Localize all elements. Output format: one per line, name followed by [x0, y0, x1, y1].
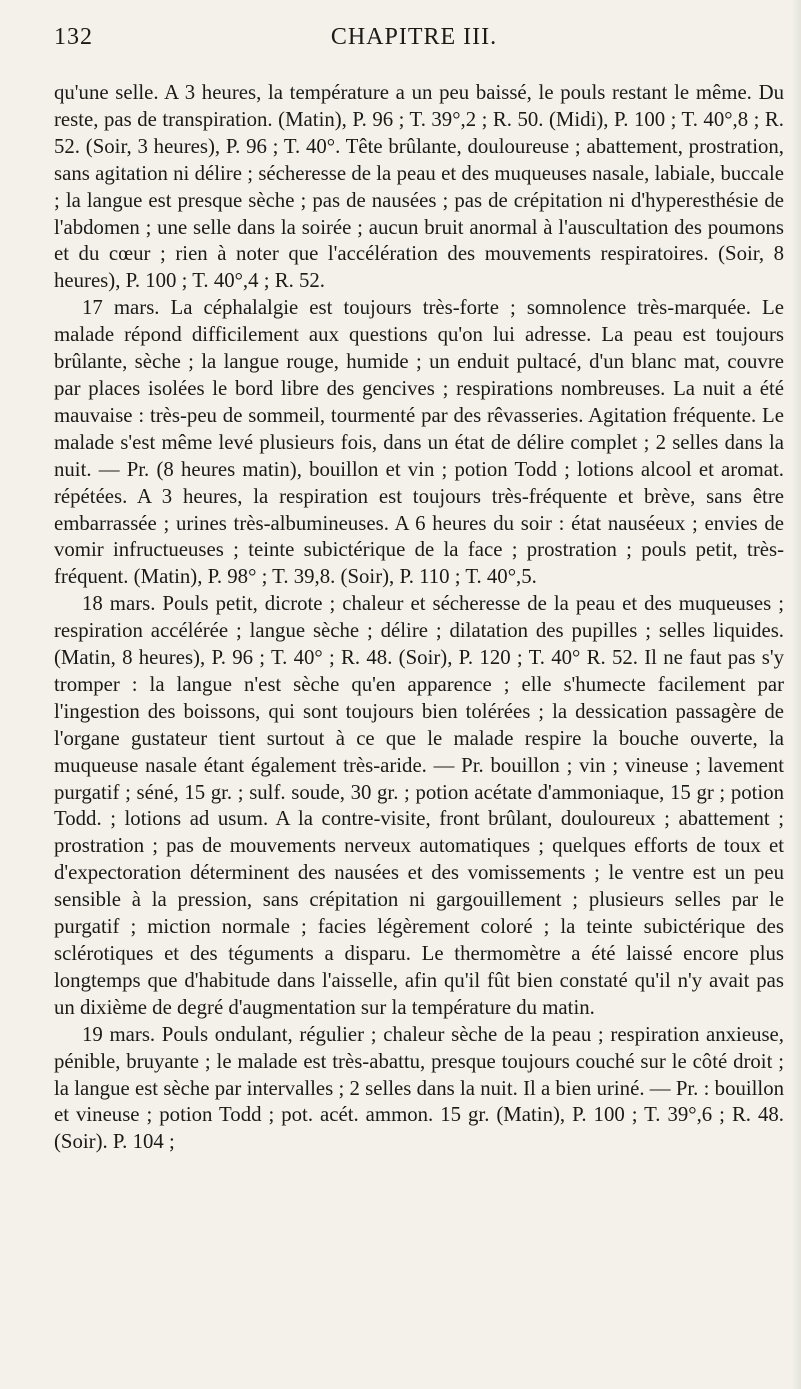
running-head-chapter: CHAPITRE III. — [330, 24, 498, 50]
body-text — [54, 80, 784, 1156]
page-header — [54, 24, 774, 60]
page-edge-shadow — [791, 0, 801, 1389]
paragraph-17-mars: 17 mars. La céphalalgie est toujours très-forte ; somnolence très-marquée. Le malade répond difficilement aux questions qu'on lui adresse. La peau est toujours brûlante, sèche ; la langue rouge, humide ; un enduit pultacé, d'un blanc mat, couvre par places isolées le bord libre des gencives ; respirations nombreuses. La nuit a été mauvaise : très-peu de sommeil, tourmenté par des rêvasseries. Agitation fréquente. Le malade s'est même levé plusieurs fois, dans un état de délire complet ; 2 selles dans la nuit. — Pr. (8 heures matin), bouillon et vin ; potion Todd ; lotions alcool et aromat. répétées. A 3 heures, la respiration est toujours très-fréquente et brève, sans être embarrassée ; urines très-albumineuses. A 6 heures du soir : état nauséeux ; envies de vomir infructueuses ; teinte subictérique de la face ; prostration ; pouls petit, très-fréquent. (Matin), P. 98° ; T. 39,8. (Soir), P. 110 ; T. 40°,5. — [54, 296, 784, 589]
paragraph-18-mars: 18 mars. Pouls petit, dicrote ; chaleur et sécheresse de la peau et des muqueuses ; respiration accélérée ; langue sèche ; délire ; dilatation des pupilles ; selles liquides. (Matin, 8 heures), P. 96 ; T. 40° ; R. 48. (Soir), P. 120 ; T. 40° R. 52. Il ne faut pas s'y tromper : la langue n'est sèche qu'en apparence ; elle s'humecte facilement par l'ingestion des boissons, qui sont toujours bien tolérées ; la dessication passagère de l'organe gustateur tient surtout à ce que le malade respire la bouche ouverte, la muqueuse nasale étant également très-aride. — Pr. bouillon ; vin ; vineuse ; lavement purgatif ; séné, 15 gr. ; sulf. soude, 30 gr. ; potion acétate d'ammoniaque, 15 gr ; potion Todd. ; lotions ad usum. A la contre-visite, front brûlant, douloureux ; abattement ; prostration ; pas de mouvements nerveux automatiques ; quelques efforts de toux et d'expectoration déterminent des nausées et des vomissements ; le ventre est un peu sensible à la pression, sans crépitation ni gargouillement ; plusieurs selles par le purgatif ; miction normale ; facies légèrement coloré ; la teinte subictérique des sclérotiques et des téguments a disparu. Le thermomètre a été laissé encore plus longtemps que d'habitude dans l'aisselle, afin qu'il fût bien constaté qu'il n'y avait pas un dixième de degré d'augmentation sur la température du matin. — [54, 592, 784, 1019]
paragraph-continuation: qu'une selle. A 3 heures, la température a un peu baissé, le pouls restant le même. Du reste, pas de transpiration. (Matin), P. 96 ; T. 39°,2 ; R. 50. (Midi), P. 100 ; T. 40°,8 ; R. 52. (Soir, 3 heures), P. 96 ; T. 40°. Tête brûlante, douloureuse ; abattement, prostration, sans agitation ni délire ; sécheresse de la peau et des muqueuses nasale, labiale, buccale ; la langue est presque sèche ; pas de nausées ; pas de crépitation ni d'hyperesthésie de l'abdomen ; une selle dans la soirée ; aucun bruit anormal à l'auscultation des poumons et du cœur ; rien à noter que l'accélération des mouvements respiratoires. (Soir, 8 heures), P. 100 ; T. 40°,4 ; R. 52. — [54, 81, 784, 293]
paragraph-19-mars: 19 mars. Pouls ondulant, régulier ; chaleur sèche de la peau ; respiration anxieuse, pénible, bruyante ; le malade est très-abattu, presque toujours couché sur le côté droit ; la langue est sèche par intervalles ; 2 selles dans la nuit. Il a bien uriné. — Pr. : bouillon et vineuse ; potion Todd ; pot. acét. ammon. 15 gr. (Matin), P. 100 ; T. 39°,6 ; R. 48. (Soir). P. 104 ; — [54, 1022, 784, 1154]
page-number: 132 — [54, 24, 93, 50]
